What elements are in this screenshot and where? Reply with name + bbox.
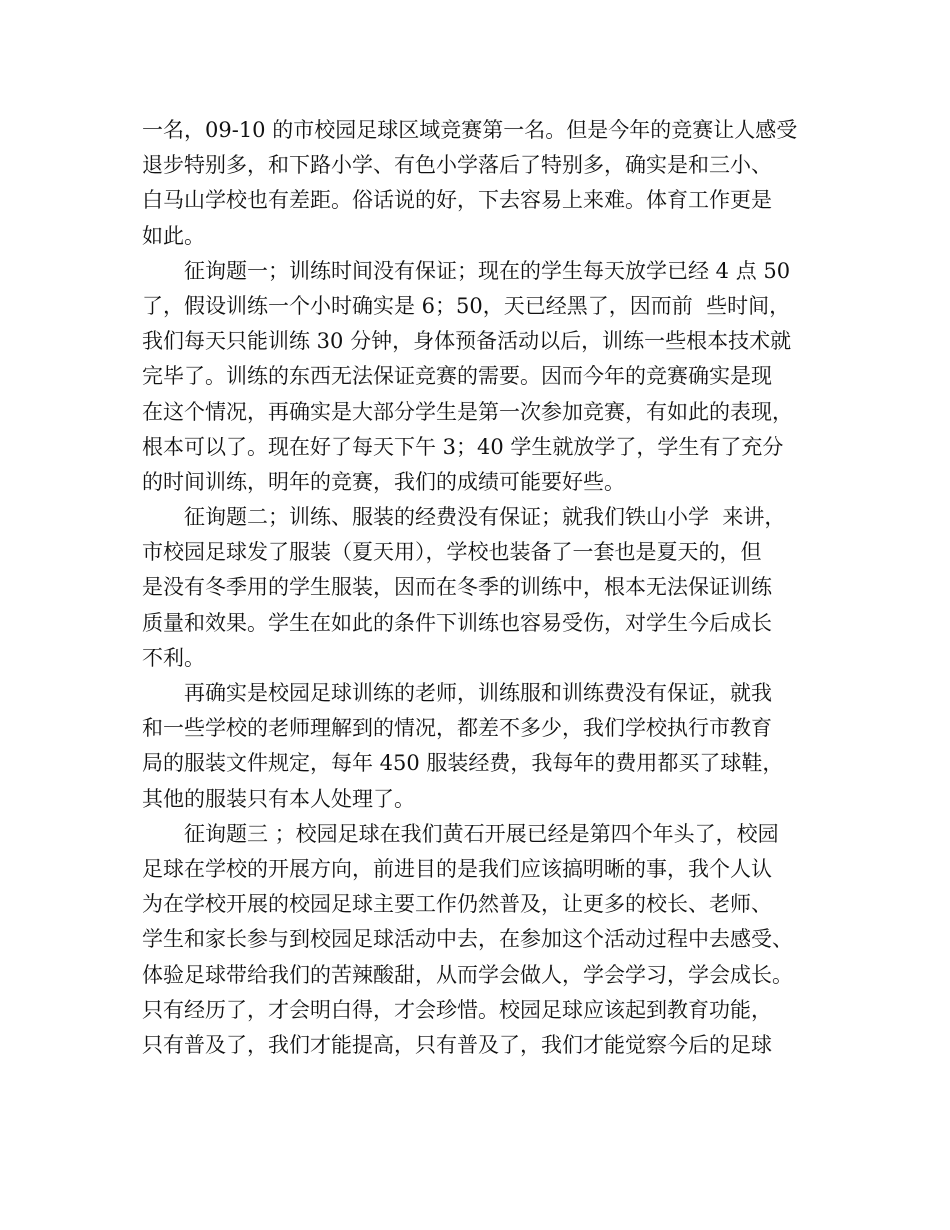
text-line: 不利。 bbox=[142, 645, 205, 670]
text-line: 其他的服装只有本人处理了。 bbox=[142, 786, 415, 811]
text-line: 退步特别多，和下路小学、有色小学落后了特别多，确实是和三小、 bbox=[142, 153, 772, 178]
paragraph bbox=[142, 817, 812, 1063]
text-line: 征询题二；训练、服装的经费没有保证；就我们铁山小学 来讲， bbox=[184, 505, 786, 530]
text-line: 了，假设训练一个小时确实是 6；50，天已经黑了，因而前 些时间， bbox=[142, 293, 791, 318]
text-line: 征询题三 ；校园足球在我们黄石开展已经是第四个年头了，校园 bbox=[184, 821, 779, 846]
text-line: 白马山学校也有差距。俗话说的好，下去容易上来难。体育工作更是 bbox=[142, 188, 772, 213]
text-line: 局的服装文件规定，每年 450 服装经费，我每年的费用都买了球鞋， bbox=[142, 751, 784, 776]
text-line: 根本可以了。现在好了每天下午 3；40 学生就放学了，学生有了充分 bbox=[142, 434, 784, 459]
paragraph bbox=[142, 254, 812, 500]
text-line: 只有普及了，我们才能提高，只有普及了，我们才能觉察今后的足球 bbox=[142, 1032, 772, 1057]
text-line: 和一些学校的老师理解到的情况，都差不多少，我们学校执行市教育 bbox=[142, 716, 772, 741]
text-line: 在这个情况，再确实是大部分学生是第一次参加竞赛，有如此的表现， bbox=[142, 399, 793, 424]
text-line: 学生和家长参与到校园足球活动中去，在参加这个活动过程中去感受、 bbox=[142, 927, 793, 952]
paragraph bbox=[142, 676, 812, 817]
text-line: 足球在学校的开展方向，前进目的是我们应该搞明晰的事，我个人认 bbox=[142, 856, 772, 881]
text-line: 完毕了。训练的东西无法保证竞赛的需要。因而今年的竞赛确实是现 bbox=[142, 364, 772, 389]
text-line: 为在学校开展的校园足球主要工作仍然普及，让更多的校长、老师、 bbox=[142, 892, 772, 917]
document-body bbox=[142, 113, 812, 1063]
text-line: 一名，09-10 的市校园足球区域竞赛第一名。但是今年的竞赛让人感受 bbox=[142, 118, 798, 142]
text-line: 市校园足球发了服装（夏天用），学校也装备了一套也是夏天的，但 bbox=[142, 540, 762, 565]
text-line: 只有经历了，才会明白得，才会珍惜。校园足球应该起到教育功能， bbox=[142, 997, 772, 1022]
text-line: 如此。 bbox=[142, 223, 205, 248]
text-line: 征询题一；训练时间没有保证；现在的学生每天放学已经 4 点 50 bbox=[184, 258, 791, 283]
text-line: 我们每天只能训练 30 分钟，身体预备活动以后，训练一些根本技术就 bbox=[142, 329, 792, 354]
paragraph bbox=[142, 113, 812, 254]
text-line: 质量和效果。学生在如此的条件下训练也容易受伤，对学生今后成长 bbox=[142, 610, 772, 635]
text-line: 是没有冬季用的学生服装，因而在冬季的训练中，根本无法保证训练 bbox=[142, 575, 772, 600]
text-line: 的时间训练，明年的竞赛，我们的成绩可能要好些。 bbox=[142, 469, 625, 494]
text-line: 体验足球带给我们的苦辣酸甜，从而学会做人，学会学习，学会成长。 bbox=[142, 962, 793, 987]
text-line: 再确实是校园足球训练的老师，训练服和训练费没有保证，就我 bbox=[184, 681, 772, 705]
paragraph bbox=[142, 500, 812, 676]
